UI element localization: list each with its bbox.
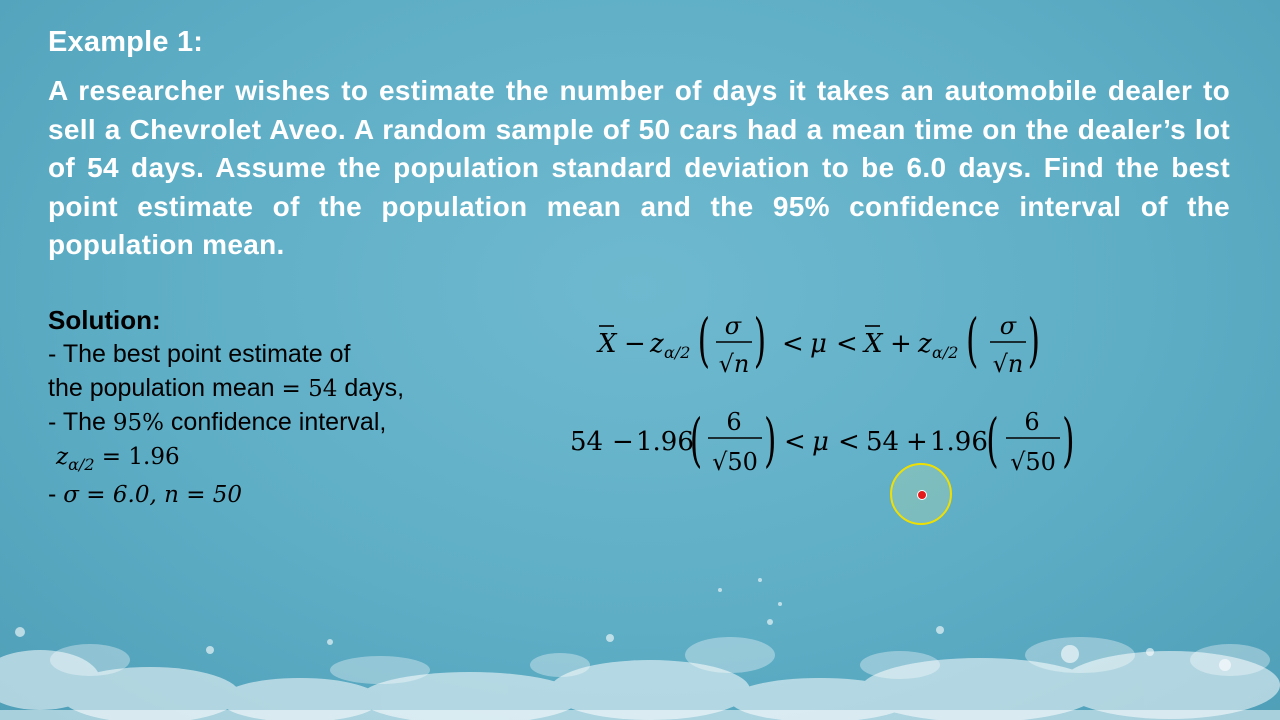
problem-statement: A researcher wishes to estimate the number of days it takes an automobile dealer to sell a Chevrolet Aveo. A random sample of 50 cars had a mean time on the dealer’s lot of 54 days. Assume the population standard deviation to be 6.0 days. Find the best point estimate of the population mean and the 95% confidence interval of the population mean.: [48, 75, 1230, 260]
solution-line-2-text: the population mean: [48, 374, 282, 402]
numerator-2: 6: [1024, 408, 1040, 436]
solution-line-1: [48, 340, 350, 369]
formula-numeric: [566, 398, 1086, 489]
solution-line-3: [48, 408, 386, 437]
less-than-num-1: <: [784, 427, 806, 457]
sigma-numerator-2: σ: [999, 312, 1017, 340]
confidence-level: 95%: [112, 410, 164, 436]
paren-close-1: ): [753, 307, 767, 375]
less-than-1: <: [782, 329, 804, 359]
cursor-highlight-icon: [890, 463, 952, 525]
z-value-1: 1.96: [636, 427, 694, 457]
minus-sign: −: [624, 329, 646, 359]
paren-open-1: (: [697, 307, 711, 375]
point-estimate-value: = 54: [281, 376, 338, 402]
paren-close-num-1: ): [764, 407, 777, 475]
z-value: = 1.96: [94, 444, 180, 470]
formula-general: [592, 300, 1052, 389]
slide-title: Example 1:: [48, 26, 204, 58]
solution-line-3-suffix: confidence interval,: [163, 408, 387, 436]
solution-line-3-prefix: - The: [48, 408, 113, 436]
numerator-1: 6: [726, 408, 742, 436]
solution-line-1-text: - The best point estimate of: [48, 340, 351, 368]
solution-line-5-prefix: -: [48, 480, 64, 508]
sigma-numerator-1: σ: [724, 312, 742, 340]
z-symbol: z: [56, 444, 69, 470]
solution-line-4: [56, 442, 180, 474]
given-values: σ = 6.0, n = 50: [63, 482, 243, 508]
solution-line-5: [48, 480, 242, 509]
xbar-symbol-2: X: [864, 329, 883, 359]
sqrt-n-denominator-1: √n: [718, 350, 750, 378]
less-than-2: <: [836, 329, 858, 359]
cursor-dot-icon: [917, 490, 927, 500]
plus-sign: +: [890, 329, 912, 359]
paren-open-2: (: [966, 307, 979, 375]
paren-open-num-1: (: [689, 407, 703, 475]
mu-symbol-1: μ: [810, 329, 827, 359]
less-than-num-2: <: [838, 427, 860, 457]
solution-line-2-suffix: days,: [337, 374, 405, 402]
paren-open-num-2: (: [986, 407, 999, 475]
z-subscript-1: α/2: [664, 343, 691, 362]
solution-heading: Solution:: [48, 305, 161, 335]
xbar-symbol: X: [598, 329, 617, 359]
plus-sign-num: +: [906, 427, 928, 457]
paren-close-num-2: ): [1062, 407, 1075, 475]
z-subscript-2: α/2: [932, 343, 959, 362]
z-subscript: α/2: [68, 455, 95, 474]
minus-sign-num: −: [612, 427, 634, 457]
solution-line-2: [48, 374, 404, 403]
right-mean: 54: [866, 427, 900, 457]
z-symbol-2: z: [918, 329, 932, 359]
denominator-2: √50: [1010, 448, 1056, 476]
paren-close-2: ): [1027, 307, 1041, 375]
mu-symbol-num: μ: [812, 427, 829, 457]
denominator-1: √50: [712, 448, 758, 476]
z-symbol-1: z: [650, 329, 664, 359]
left-mean: 54: [570, 427, 604, 457]
watercolor-splash-decoration: [0, 560, 1280, 720]
z-value-2: 1.96: [930, 427, 988, 457]
sqrt-n-denominator-2: √n: [992, 350, 1024, 378]
